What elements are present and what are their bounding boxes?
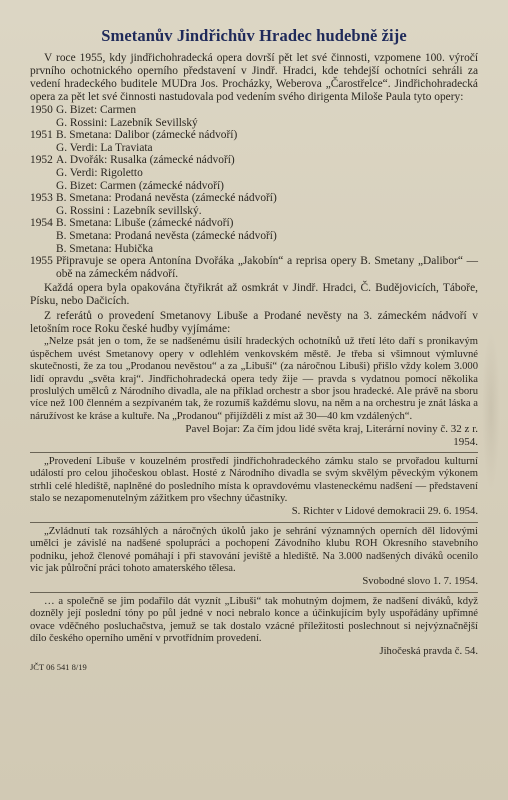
divider — [30, 522, 478, 523]
repertoire-opera: B. Smetana: Prodaná nevěsta (zámecké nádvoří) — [56, 229, 277, 242]
repertoire-opera: G. Verdi: Rigoletto — [56, 166, 143, 179]
repertoire-opera: A. Dvořák: Rusalka (zámecké nádvoří) — [56, 154, 235, 167]
repertoire-opera: G. Rossini : Lazebník sevillský. — [56, 204, 202, 217]
repertoire-row — [30, 192, 478, 205]
repertoire-year — [30, 167, 56, 180]
repertoire-opera: G. Bizet: Carmen — [56, 104, 137, 116]
repertoire-year — [30, 230, 56, 243]
quote-text-2: „Provedení Libuše v kouzelném prostředí jindřichohradeckého zámku stalo se prvořadou kulturní událostí pro celou jihočeskou oblast. Hosté z Národního divadla se svým skvělým pěveckým výkonem strhli celé hlediště, naplněné do posledního místa k opravdovému vlasteneckému nadšení — představení stalo se nezapomenutelným zážitkem pro všechny účastníky. — [30, 455, 478, 505]
print-code: JČT 06 541 8/19 — [30, 662, 87, 673]
repertoire-year — [30, 205, 56, 218]
quote-source-3: Svobodné slovo 1. 7. 1954. — [362, 575, 478, 587]
repertoire-year — [30, 243, 56, 256]
quote-block-1 — [30, 336, 478, 448]
repertoire-row — [30, 243, 478, 256]
repertoire-opera: G. Verdi: La Traviata — [56, 141, 153, 154]
repertoire-row — [30, 154, 478, 167]
repertoire-opera: G. Rossini: Lazebník Sevillský — [56, 116, 198, 129]
repertoire-year: 1952 — [30, 154, 53, 167]
quote-block-2 — [30, 456, 478, 518]
repertoire-row — [30, 217, 478, 230]
repertoire-row — [30, 205, 478, 218]
divider — [30, 452, 478, 453]
repertoire-year — [30, 180, 56, 193]
paper-stain — [482, 330, 500, 490]
repertoire-year — [30, 142, 56, 155]
intro-paragraph: V roce 1955, kdy jindřichohradecká opera dovrší pět let své činnosti, vzpomene 100. výročí prvního ochotnického operního představení v Jindř. Hradci, kde tehdejší ochotníci sehráli za vedení hradeckého buditele MUDra Jos. Procházky, Weberova „Čarostřelce“. Jindřichohradecká opera za pět let své činnosti nastudovala pod vedením svého dirigenta Miloše Paula tyto opery: — [30, 52, 478, 103]
repertoire-row — [30, 117, 478, 130]
repertoire-year: 1955 — [30, 255, 53, 268]
repertoire-opera: G. Bizet: Carmen (zámecké nádvoří) — [56, 179, 224, 192]
repertoire-year: 1951 — [30, 129, 53, 142]
repertoire-row — [30, 129, 478, 142]
repertoire-row — [30, 142, 478, 155]
repertoire-opera: B. Smetana: Libuše (zámecké nádvoří) — [56, 217, 234, 230]
repertoire-opera: B. Smetana: Dalibor (zámecké nádvoří) — [56, 129, 238, 142]
repertoire-row — [30, 255, 478, 280]
repertoire-year: 1953 — [30, 192, 53, 205]
page-title: Smetanův Jindřichův Hradec hudebně žije — [101, 26, 407, 45]
repertoire-list — [30, 104, 478, 280]
repertoire-opera: B. Smetana: Prodaná nevěsta (zámecké nádvoří) — [56, 192, 277, 205]
quote-source-4: Jihočeská pravda č. 54. — [379, 645, 478, 657]
quote-block-4 — [30, 596, 478, 658]
quote-text-3: „Zvládnutí tak rozsáhlých a náročných úkolů jako je sehrání významných operních děl lidovými umělci je závislé na nadšené spolupráci a pochopení Závodního klubu ROH Okresního stavebního podniku, jehož členové pomáhají i při stavování jeviště a hlediště. Na 3.000 nadšených diváků ocenilo vic jak půlroční práci tohoto amaterského tělesa. — [30, 526, 478, 575]
quote-source-1: Pavel Bojar: Za čím jdou lidé světa kraj, Literární noviny č. 32 z r. 1954. — [185, 423, 478, 448]
quote-text-4: … a společně se jim podařilo dát vyznít „Libuši“ tak mohutným dojmem, že nadšení diváků, když dozněly její poslední tóny po půl jedné v noci nebralo konce a účinkujícím byly uspořádány upřímné ovace vděčného posluchačstva, jemuž se tak dostalo vzácné příležitosti poslechnout si nejvýznačnější dílo českého operního umění v prvotřídním provedení. — [30, 596, 478, 645]
repertoire-opera: Připravuje se opera Antonína Dvořáka „Jakobín“ a reprisa opery B. Smetany „Dalibor“ — obě na zámeckém nádvoří. — [56, 255, 478, 280]
quote-block-3 — [30, 526, 478, 588]
divider — [30, 592, 478, 593]
repertoire-row — [30, 104, 478, 117]
reviews-intro: Z referátů o provedení Smetanovy Libuše a Prodané nevěsty na 3. zámeckém nádvoří v letošním roce Roku české hudby vyjímáme: — [30, 310, 478, 336]
repertoire-year: 1950 — [30, 104, 53, 116]
repertoire-opera: B. Smetana: Hubička — [56, 242, 154, 255]
performance-paragraph: Každá opera byla opakována čtyřikrát až osmkrát v Jindř. Hradci, Č. Budějovicích, Táboře, Písku, nebo Dačicích. — [30, 282, 478, 308]
quote-text-1: „Nelze psát jen o tom, že se nadšenému úsilí hradeckých ochotníků už třetí léto daří s pronikavým úspěchem uvést Smetanovy opery v odlehlém venkovském městě. Je třeba si všimnout výmluvné skutečnosti, že za tou „Prodanou nevěstou“ a za „Libuší“ (za náročnou Libuši) přišlo vždy kolem 3.000 lidí opravdu „světa kraj“. Jindřichohradecká opera tedy žije — pravda s vydatnou pomocí několika proslulých umělců z Národního divadla, ale na příklad orchestr a sbor jsou hradecké. Ale právě na sboru více než 100 členném a sezpívaném tak, že rozumíš každému slovu, na něm a na orchestru je znát láska a náružívost ke kráse a kultuře. Na „Prodanou“ přijížděli z míst až 30—40 km vzdálených“. — [30, 336, 478, 422]
repertoire-year: 1954 — [30, 217, 53, 230]
repertoire-row — [30, 167, 478, 180]
repertoire-year — [30, 117, 56, 130]
repertoire-row — [30, 230, 478, 243]
repertoire-row — [30, 180, 478, 193]
quote-source-2: S. Richter v Lidové demokracii 29. 6. 1954. — [291, 505, 478, 517]
